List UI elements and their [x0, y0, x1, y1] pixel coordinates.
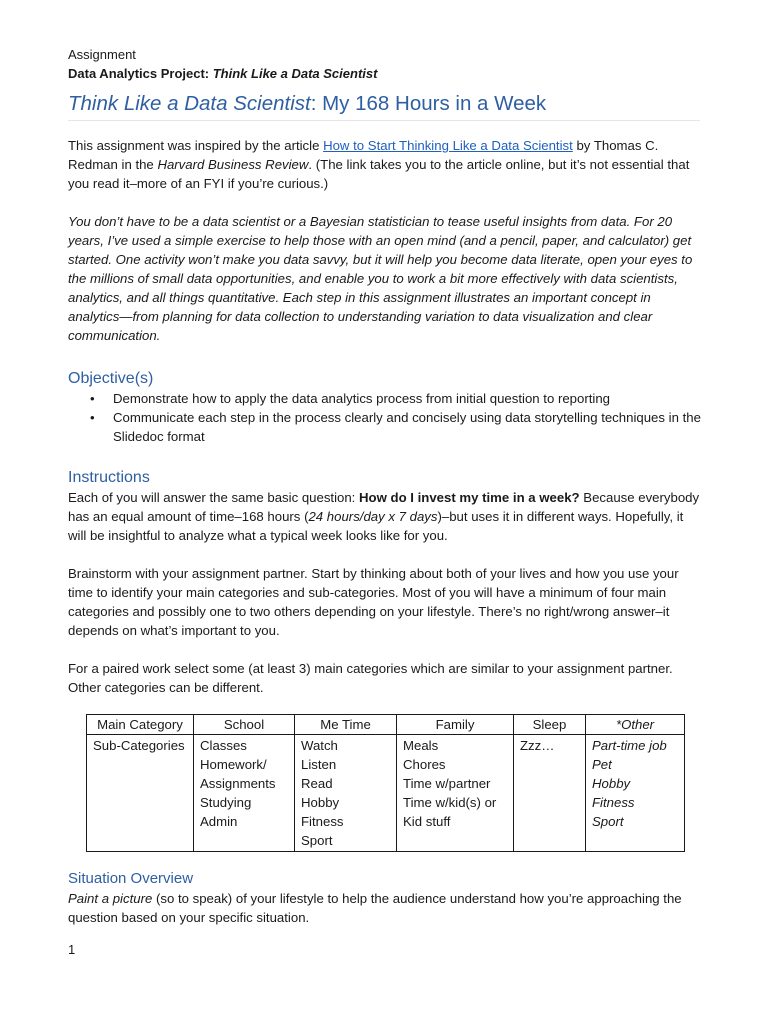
me-time-item: Sport: [301, 833, 333, 848]
sleep-item: Zzz…: [520, 738, 555, 753]
me-time-item: Read: [301, 776, 333, 791]
categories-table: [86, 714, 685, 852]
col-header-me-time: Me Time: [295, 715, 397, 735]
instructions-heading: Instructions: [68, 469, 150, 486]
family-item: Time w/kid(s) or: [403, 795, 497, 810]
cell-me-time: [295, 735, 397, 852]
intro-text-2: by Thomas C. Redman in the: [68, 138, 659, 172]
family-item: Meals: [403, 738, 439, 753]
col-header-other: *Other: [586, 715, 685, 735]
project-label: [68, 65, 377, 83]
objectives-list: [68, 389, 702, 446]
title-rest: : My 168 Hours in a Week: [310, 92, 547, 115]
instructions-paragraph-2: Brainstorm with your assignment partner. Start by thinking about both of your lives and how you use your time to identify your main categories and sub-categories. Most of you will have a minimum of four main categories and possibly one to two others depending on your lifestyle. There’s no right/wrong answer–it depends on what’s important to you.: [68, 566, 679, 638]
project-name: Think Like a Data Scientist: [212, 66, 378, 81]
hours-formula: 24 hours/day x 7 days: [308, 509, 438, 524]
school-item: Studying: [200, 795, 252, 810]
table-header-row: [87, 715, 685, 735]
intro-text-1: This assignment was inspired by the article: [68, 138, 324, 153]
me-time-item: Hobby: [301, 795, 340, 810]
objectives-heading: Objective(s): [68, 370, 154, 387]
col-header-family: Family: [397, 715, 514, 735]
school-item: Homework/: [200, 757, 267, 772]
publication-name: Harvard Business Review: [157, 157, 309, 172]
instructions-paragraph-3: For a paired work select some (at least 3) main categories which are similar to your assignment partner. Other categories can be different.: [68, 661, 673, 695]
me-time-item: Listen: [301, 757, 337, 772]
assignment-label: Assignment: [68, 47, 136, 62]
cell-family: [397, 735, 514, 852]
other-item: Pet: [592, 757, 612, 772]
situation-text: (so to speak) of your lifestyle to help the audience understand how you’re approaching the question based on your specific situation.: [68, 891, 682, 925]
school-item: Classes: [200, 738, 247, 753]
other-item: Sport: [592, 814, 624, 829]
table-row: [87, 735, 685, 852]
objective-item: • Communicate each step in the process clearly and concisely using data storytelling techniques in the Slidedoc format: [68, 408, 702, 446]
cell-other: [586, 735, 685, 852]
family-item: Chores: [403, 757, 446, 772]
quote-paragraph: You don’t have to be a data scientist or a Bayesian statistician to tease useful insights from data. For 20 years, I’ve used a simple exercise to help those with an open mind (and a pencil, paper, and calculator) get started. One activity won’t make you data savvy, but it will help you become data literate, open your eyes to the millions of small data opportunities, and enable you to work a bit more effectively with data scientists, analytics, and all things quantitative. Each step in this assignment illustrates an important concept in analytics—from planning for data collection to understanding variation to data visualization and clear communication.: [68, 214, 693, 343]
school-item: Admin: [200, 814, 238, 829]
project-prefix: Data Analytics Project:: [68, 66, 213, 81]
page-title: [68, 90, 700, 121]
instr-text-c: )–but uses it in different ways. Hopefully, it will be insightful to analyze what a typical week looks like for you.: [68, 509, 684, 543]
cell-sleep: [514, 735, 586, 852]
other-item: Part-time job: [592, 738, 667, 753]
situation-paragraph: [68, 889, 702, 927]
col-header-main-category: Main Category: [87, 715, 194, 735]
article-link[interactable]: How to Start Thinking Like a Data Scientist: [323, 138, 573, 153]
intro-paragraph: [68, 136, 702, 193]
title-italic: Think Like a Data Scientist: [68, 92, 311, 115]
col-header-sleep: Sleep: [514, 715, 586, 735]
objective-item: • Demonstrate how to apply the data analytics process from initial question to reporting: [68, 389, 702, 408]
situation-italic: Paint a picture: [68, 891, 153, 906]
instr-text-b: Because everybody has an equal amount of time–168 hours (: [68, 490, 700, 524]
family-item: Kid stuff: [403, 814, 451, 829]
cell-school: [194, 735, 295, 852]
me-time-item: Fitness: [301, 814, 344, 829]
instructions-paragraph-1: [68, 488, 702, 545]
situation-heading: Situation Overview: [68, 870, 194, 887]
other-item: Hobby: [592, 776, 631, 791]
row-label-sub-categories: Sub-Categories: [87, 735, 194, 852]
school-item: Assignments: [200, 776, 276, 791]
me-time-item: Watch: [301, 738, 338, 753]
page-number: 1: [68, 942, 76, 957]
family-item: Time w/partner: [403, 776, 491, 791]
key-question: How do I invest my time in a week?: [359, 490, 580, 505]
intro-text-3: . (The link takes you to the article online, but it’s not essential that you read it–more of an FYI if you’re curious.): [68, 157, 690, 191]
instr-text-a: Each of you will answer the same basic question:: [68, 490, 360, 505]
other-item: Fitness: [592, 795, 635, 810]
col-header-school: School: [194, 715, 295, 735]
